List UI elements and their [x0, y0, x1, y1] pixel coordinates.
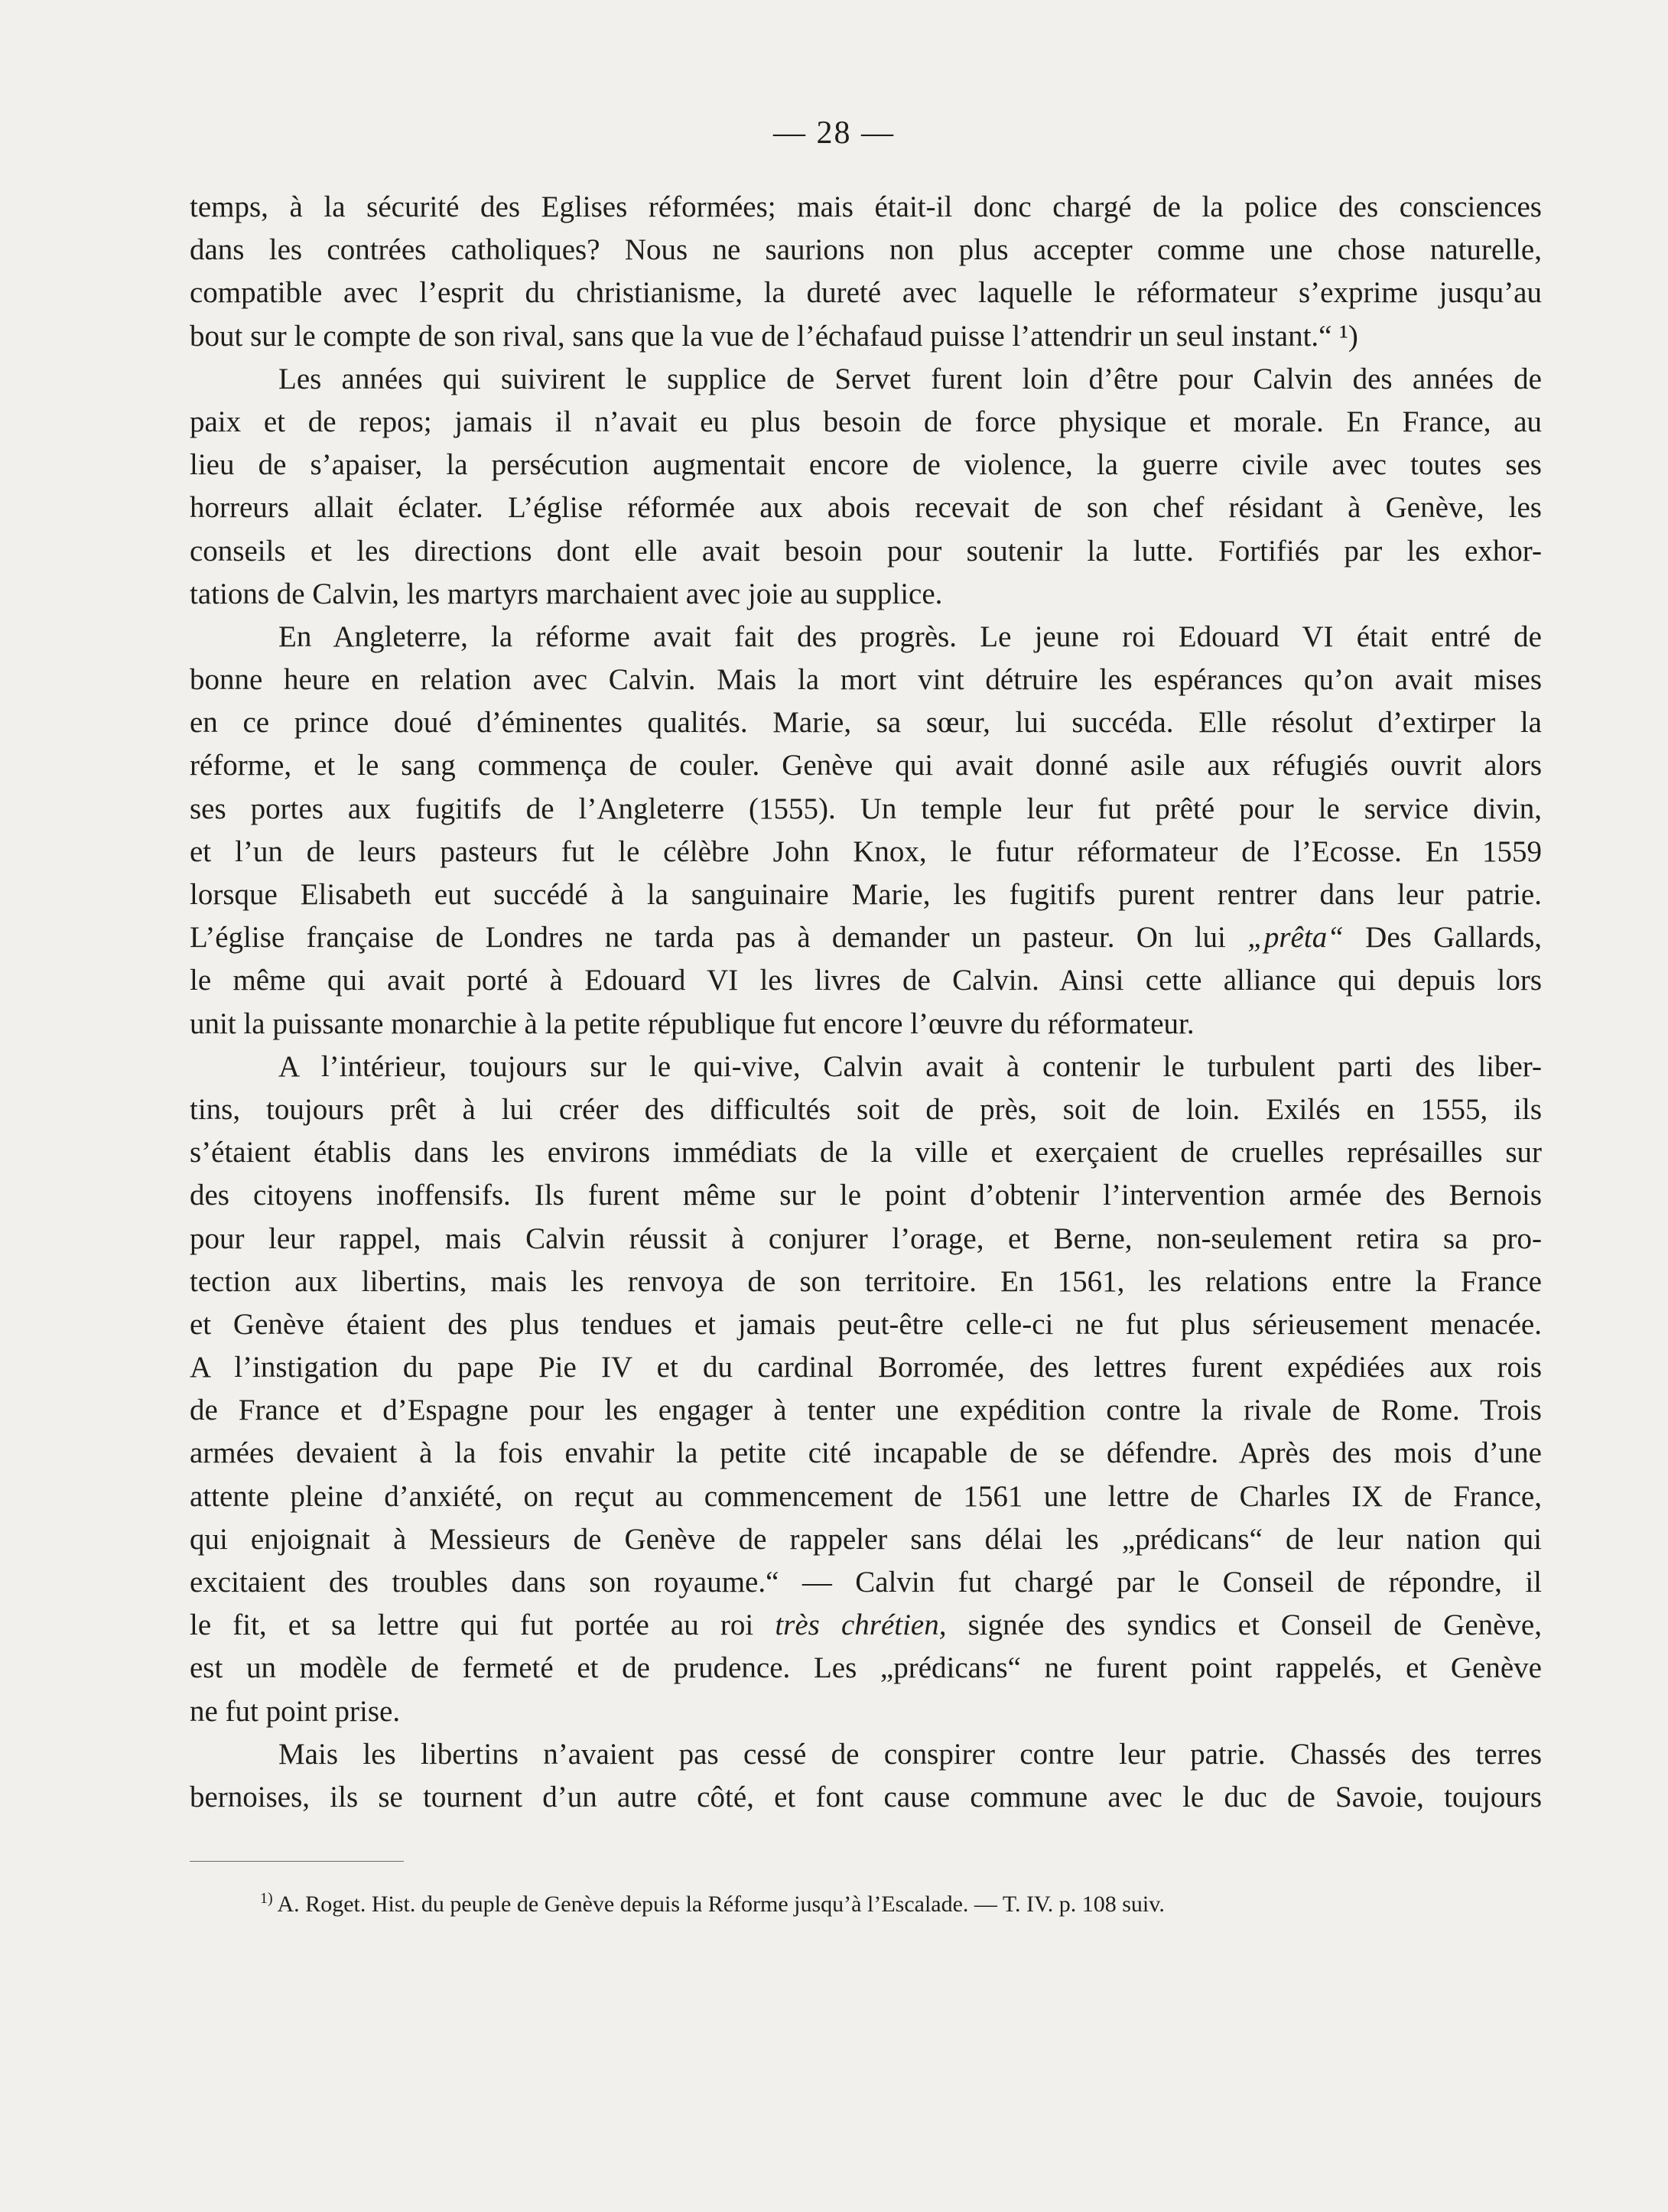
text-line: tection aux libertins, mais les renvoya de son territoire. En 1561, les relations entre la France — [190, 1264, 1542, 1298]
text-line: A l’instigation du pape Pie IV et du cardinal Borromée, des lettres furent expédiées aux rois — [190, 1351, 1542, 1384]
text-line — [190, 1604, 1542, 1647]
text-line: En Angleterre, la réforme avait fait des progrès. Le jeune roi Edouard VI était entré de — [278, 620, 1542, 653]
text-line: de France et d’Espagne pour les engager à tenter une expédition contre la rivale de Rome. Trois — [190, 1394, 1542, 1427]
italic-segment: „prêta“ — [1247, 921, 1344, 955]
text-line: attente pleine d’anxiété, on reçut au commencement de 1561 une lettre de Charles IX de France, — [190, 1479, 1542, 1513]
footnote-marker: 1) — [260, 1890, 273, 1907]
text-line: conseils et les directions dont elle avait besoin pour soutenir la lutte. Fortifiés par les exhor- — [190, 534, 1542, 568]
text-line: et Genève étaient des plus tendues et jamais peut-être celle-ci ne fut plus sérieusement menacée. — [190, 1307, 1542, 1341]
text-line: compatible avec l’esprit du christianisme, la dureté avec laquelle le réformateur s’exprime jusqu’au — [190, 276, 1542, 310]
text-segment: le fit, et sa lettre qui fut portée au roi — [190, 1609, 775, 1642]
text-segment: signée des syndics et Conseil de Genève, — [946, 1609, 1542, 1642]
text-line: armées devaient à la fois envahir la petite cité incapable de se défendre. Après des mois d’une — [190, 1436, 1542, 1470]
text-line: pour leur rappel, mais Calvin réussit à conjurer l’orage, et Berne, non-seulement retira sa pro- — [190, 1221, 1542, 1255]
text-line: ses portes aux fugitifs de l’Angleterre (1555). Un temple leur fut prêté pour le service divin, — [190, 792, 1542, 825]
text-line: bout sur le compte de son rival, sans que la vue de l’échafaud puisse l’attendrir un seul instant.“ ¹) — [190, 319, 1358, 353]
text-line: ne fut point prise. — [190, 1694, 401, 1728]
text-line: bonne heure en relation avec Calvin. Mais la mort vint détruire les espérances qu’on avait mises — [190, 663, 1542, 697]
text-line: dans les contrées catholiques? Nous ne saurions non plus accepter comme une chose naturelle, — [190, 233, 1542, 267]
body-text — [190, 186, 1542, 1819]
text-line: excitaient des troubles dans son royaume.“ — Calvin fut chargé par le Conseil de répondre, il — [190, 1566, 1542, 1599]
text-line — [190, 916, 1542, 959]
italic-segment: très chrétien, — [775, 1609, 947, 1642]
text-line: s’étaient établis dans les environs immédiats de la ville et exerçaient de cruelles représailles sur — [190, 1136, 1542, 1169]
text-line: tins, toujours prêt à lui créer des difficultés soit de près, soit de loin. Exilés en 1555, ils — [190, 1092, 1542, 1126]
text-line: lieu de s’apaiser, la persécution augmentait encore de violence, la guerre civile avec toutes ses — [190, 448, 1542, 482]
text-line: en ce prince doué d’éminentes qualités. Marie, sa sœur, lui succéda. Elle résolut d’extirper la — [190, 706, 1542, 740]
text-line: est un modèle de fermeté et de prudence. Les „prédicans“ ne furent point rappelés, et Genève — [190, 1651, 1542, 1685]
text-line: temps, à la sécurité des Eglises réformées; mais était-il donc chargé de la police des consciences — [190, 190, 1542, 223]
footnote — [260, 1883, 1484, 1920]
text-line: Les années qui suivirent le supplice de Servet furent loin d’être pour Calvin des années de — [278, 362, 1542, 395]
text-segment: Des Gallards, — [1343, 921, 1542, 955]
text-line: lorsque Elisabeth eut succédé à la sanguinaire Marie, les fugitifs purent rentrer dans leur patrie. — [190, 878, 1542, 911]
text-line: horreurs allait éclater. L’église réformée aux abois recevait de son chef résidant à Genève, les — [190, 491, 1542, 525]
text-line: unit la puissante monarchie à la petite république fut encore l’œuvre du réformateur. — [190, 1007, 1195, 1040]
footnote-rule — [190, 1861, 404, 1862]
text-line: bernoises, ils se tournent d’un autre côté, et font cause commune avec le duc de Savoie, toujours — [190, 1780, 1542, 1814]
page-number: — 28 — — [773, 115, 895, 151]
text-line: qui enjoignait à Messieurs de Genève de rappeler sans délai les „prédicans“ de leur nation qui — [190, 1522, 1542, 1556]
text-line: le même qui avait porté à Edouard VI les livres de Calvin. Ainsi cette alliance qui depuis lors — [190, 964, 1542, 997]
text-line: A l’intérieur, toujours sur le qui-vive, Calvin avait à contenir le turbulent parti des liber- — [278, 1049, 1542, 1083]
text-line: réforme, et le sang commença de couler. Genève qui avait donné asile aux réfugiés ouvrit alors — [190, 749, 1542, 782]
text-line: paix et de repos; jamais il n’avait eu plus besoin de force physique et morale. En France, au — [190, 405, 1542, 438]
text-line: et l’un de leurs pasteurs fut le célèbre John Knox, le futur réformateur de l’Ecosse. En 1559 — [190, 834, 1542, 868]
footnote-text: A. Roget. Hist. du peuple de Genève depuis la Réforme jusqu’à l’Escalade. — T. IV. p. 108 suiv. — [272, 1892, 1165, 1917]
text-segment: L’église française de Londres ne tarda pas à demander un pasteur. On lui — [190, 921, 1248, 955]
text-line: des citoyens inoffensifs. Ils furent même sur le point d’obtenir l’intervention armée des Bernois — [190, 1179, 1542, 1212]
text-line: Mais les libertins n’avaient pas cessé de conspirer contre leur patrie. Chassés des terres — [278, 1737, 1542, 1771]
text-line: tations de Calvin, les martyrs marchaient avec joie au supplice. — [190, 577, 943, 610]
